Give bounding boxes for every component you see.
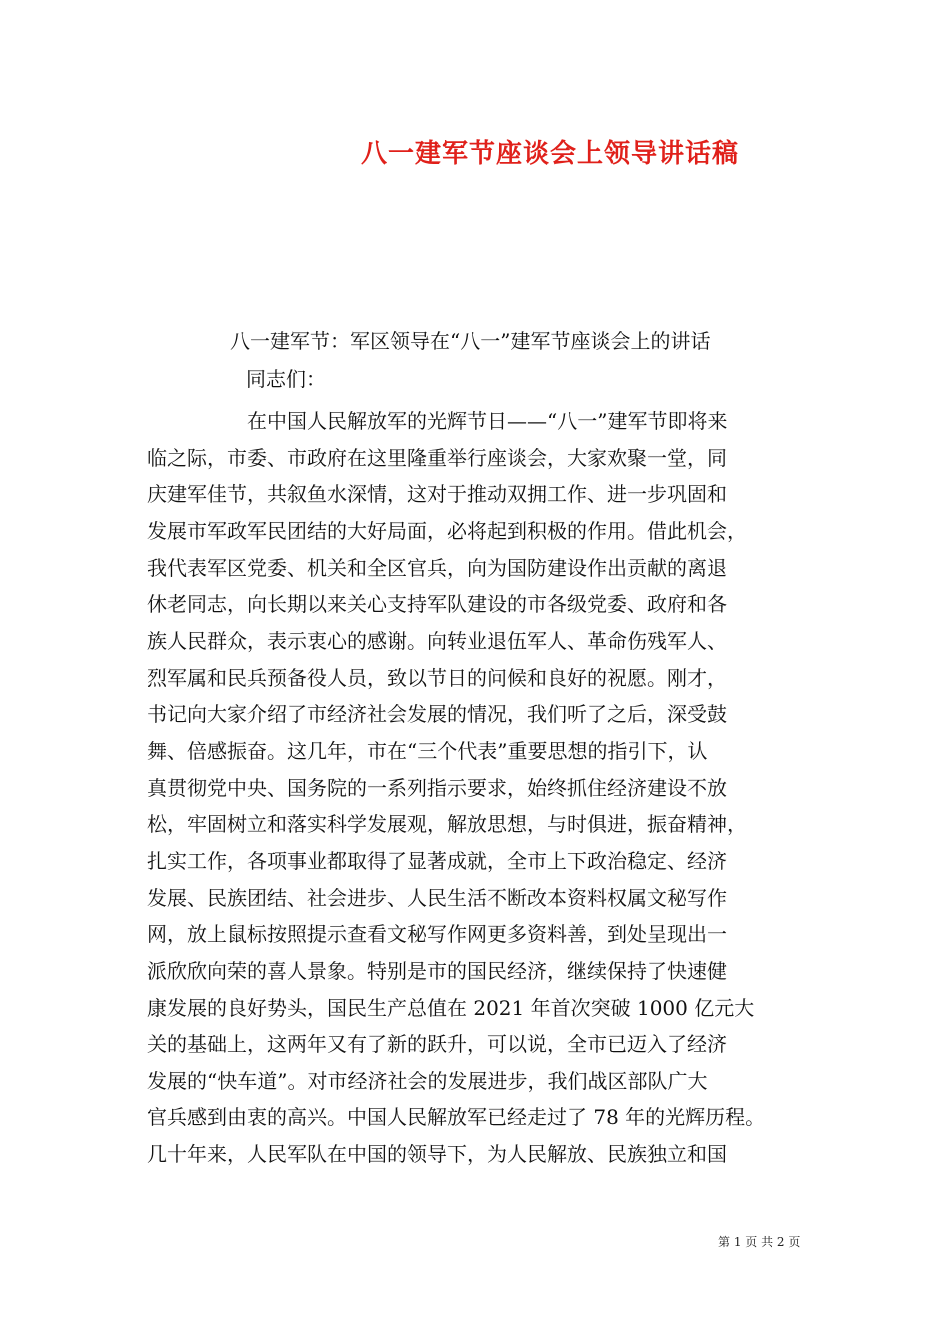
body-line: 烈军属和民兵预备役人员，致以节日的问候和良好的祝愿。刚才， [147, 665, 727, 690]
body-line: 几十年来，人民军队在中国的领导下，为人民解放、民族独立和国 [147, 1142, 727, 1167]
salutation: 同志们： [246, 367, 326, 391]
body-line: 休老同志，向长期以来关心支持军队建设的市各级党委、政府和各 [147, 592, 727, 617]
body-line: 在中国人民解放军的光辉节日——“八一”建军节即将来 [247, 409, 728, 433]
body-line: 临之际，市委、市政府在这里隆重举行座谈会，大家欢聚一堂，同 [147, 445, 727, 470]
body-line: 舞、倍感振奋。这几年，市在“三个代表”重要思想的指引下，认 [147, 738, 708, 763]
body-line: 族人民群众，表示衷心的感谢。向转业退伍军人、革命伤残军人、 [147, 628, 727, 653]
body-line: 发展市军政军民团结的大好局面，必将起到积极的作用。借此机会， [147, 518, 747, 543]
body-line: 派欣欣向荣的喜人景象。特别是市的国民经济，继续保持了快速健 [147, 958, 727, 983]
body-line: 真贯彻党中央、国务院的一系列指示要求，始终抓住经济建设不放 [147, 775, 727, 800]
body-line: 庆建军佳节，共叙鱼水深情，这对于推动双拥工作、进一步巩固和 [147, 482, 727, 507]
body-line: 网，放上鼠标按照提示查看文秘写作网更多资料善，到处呈现出一 [147, 922, 727, 947]
document-title: 八一建军节座谈会上领导讲话稿 [360, 139, 739, 169]
body-line: 发展的“快车道”。对市经济社会的发展进步，我们战区部队广大 [147, 1068, 708, 1093]
document-subtitle: 八一建军节：军区领导在“八一”建军节座谈会上的讲话 [230, 329, 711, 353]
page-number: 第 1 页 共 2 页 [718, 1235, 801, 1249]
body-line: 松，牢固树立和落实科学发展观，解放思想，与时俱进，振奋精神， [147, 812, 747, 837]
body-line: 我代表军区党委、机关和全区官兵，向为国防建设作出贡献的离退 [147, 555, 727, 580]
body-line: 关的基础上，这两年又有了新的跃升，可以说，全市已迈入了经济 [147, 1032, 727, 1057]
body-line: 扎实工作，各项事业都取得了显著成就，全市上下政治稳定、经济 [147, 848, 727, 873]
body-line: 发展、民族团结、社会进步、人民生活不断改本资料权属文秘写作 [147, 885, 727, 910]
body-line: 书记向大家介绍了市经济社会发展的情况，我们听了之后，深受鼓 [147, 702, 727, 727]
body-line: 官兵感到由衷的高兴。中国人民解放军已经走过了 78 年的光辉历程。 [147, 1105, 766, 1130]
body-text [147, 403, 827, 1173]
body-line: 康发展的良好势头，国民生产总值在 2021 年首次突破 1000 亿元大 [147, 995, 755, 1020]
